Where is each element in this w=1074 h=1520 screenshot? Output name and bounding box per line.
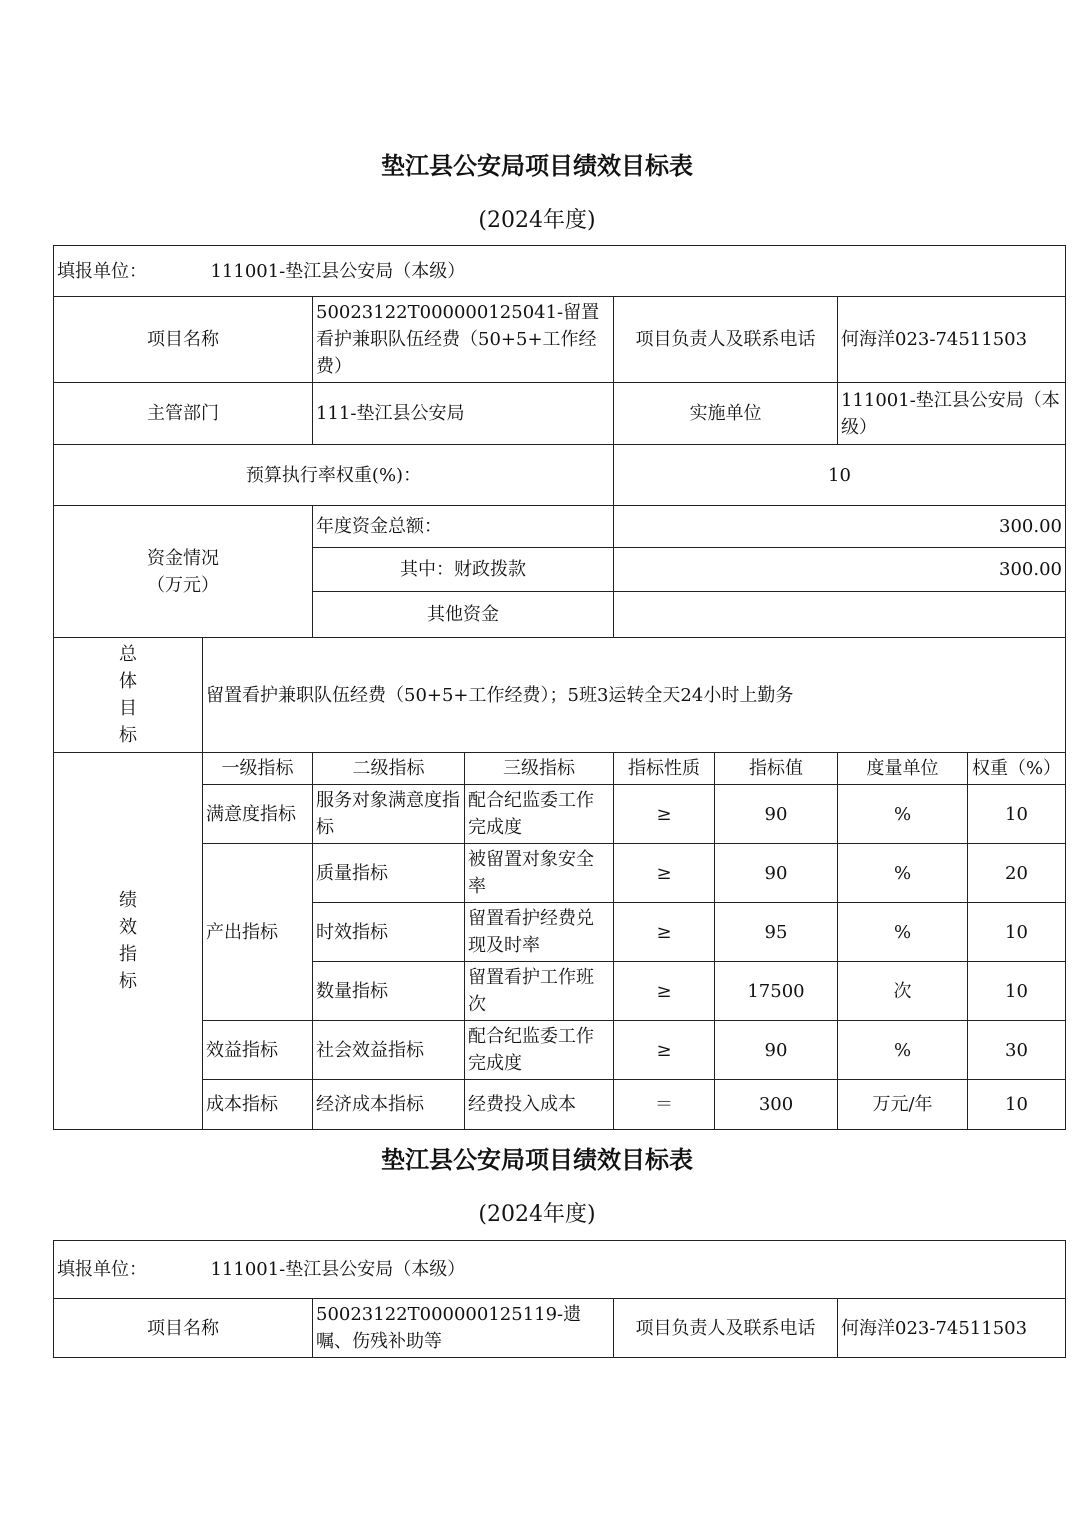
nature-cell: ≥ xyxy=(614,962,715,1021)
level2-cell: 数量指标 xyxy=(313,962,465,1021)
nature-cell: ≥ xyxy=(614,903,715,962)
level3-cell: 留置看护工作班次 xyxy=(465,962,614,1021)
nature-cell: ≥ xyxy=(614,844,715,903)
nature-cell: ≥ xyxy=(614,785,715,844)
unit-cell: % xyxy=(838,785,968,844)
level2-cell: 经济成本指标 xyxy=(313,1080,465,1130)
impl-unit-value: 111001-垫江县公安局（本级） xyxy=(838,383,1066,445)
weight-cell: 30 xyxy=(968,1021,1066,1080)
contact-label: 项目负责人及联系电话 xyxy=(614,297,838,383)
value-cell: 300 xyxy=(715,1080,838,1130)
fiscal-funds-label: 其中：财政拨款 xyxy=(313,548,614,592)
level3-cell: 被留置对象安全率 xyxy=(465,844,614,903)
table-row xyxy=(54,1080,1066,1130)
dept-value: 111-垫江县公安局 xyxy=(313,383,614,445)
level2-cell: 质量指标 xyxy=(313,844,465,903)
year-subtitle: (2024年度) xyxy=(478,208,596,233)
total-funds-label: 年度资金总额： xyxy=(313,506,614,548)
table-row xyxy=(54,1021,1066,1080)
funds-label-line2: （万元） xyxy=(147,574,219,596)
other-funds-value xyxy=(614,592,1066,638)
overall-goal-label: 总 体 目 标 xyxy=(54,638,203,753)
value-cell: 95 xyxy=(715,903,838,962)
reporting-unit-label: 填报单位： xyxy=(57,260,147,282)
table-row xyxy=(54,785,1066,844)
reporting-unit-label: 填报单位： xyxy=(57,1259,147,1280)
header-unit: 度量单位 xyxy=(838,753,968,785)
level3-cell: 留置看护经费兑现及时率 xyxy=(465,903,614,962)
overall-goal-value: 留置看护兼职队伍经费（50+5+工作经费）；5班3运转全天24小时上勤务 xyxy=(203,638,1066,753)
header-level1: 一级指标 xyxy=(203,753,313,785)
reporting-unit-row xyxy=(54,246,1066,297)
unit-cell: 万元/年 xyxy=(838,1080,968,1130)
level3-cell: 经费投入成本 xyxy=(465,1080,614,1130)
unit-cell: % xyxy=(838,903,968,962)
value-cell: 90 xyxy=(715,785,838,844)
reporting-unit-value: 111001-垫江县公安局（本级） xyxy=(210,260,466,282)
value-cell: 90 xyxy=(715,844,838,903)
level2-cell: 时效指标 xyxy=(313,903,465,962)
weight-cell: 20 xyxy=(968,844,1066,903)
project-name-value: 50023122T000000125041-留置看护兼职队伍经费（50+5+工作经费） xyxy=(313,297,614,383)
weight-cell: 10 xyxy=(968,962,1066,1021)
unit-cell: % xyxy=(838,844,968,903)
contact-label: 项目负责人及联系电话 xyxy=(614,1299,838,1358)
contact-value: 何海洋023-74511503 xyxy=(838,297,1066,383)
weight-cell: 10 xyxy=(968,785,1066,844)
unit-cell: % xyxy=(838,1021,968,1080)
unit-cell: 次 xyxy=(838,962,968,1021)
funds-label-line1: 资金情况 xyxy=(147,547,219,569)
header-level3: 三级指标 xyxy=(465,753,614,785)
page-title-2: 垫江县公安局项目绩效目标表 xyxy=(381,1146,693,1174)
performance-table xyxy=(53,245,1066,1130)
level3-cell: 配合纪监委工作完成度 xyxy=(465,785,614,844)
level1-cell: 产出指标 xyxy=(203,844,313,1021)
nature-cell: ＝ xyxy=(614,1080,715,1130)
header-value: 指标值 xyxy=(715,753,838,785)
performance-indicator-label: 绩 效 指 标 xyxy=(54,753,203,1130)
dept-label: 主管部门 xyxy=(54,383,313,445)
level1-cell: 效益指标 xyxy=(203,1021,313,1080)
other-funds-label: 其他资金 xyxy=(313,592,614,638)
fiscal-funds-value: 300.00 xyxy=(614,548,1066,592)
header-level2: 二级指标 xyxy=(313,753,465,785)
project-name-label: 项目名称 xyxy=(54,1299,313,1358)
performance-table-2 xyxy=(53,1240,1066,1358)
funds-label xyxy=(54,506,313,638)
level1-cell: 成本指标 xyxy=(203,1080,313,1130)
reporting-unit-value: 111001-垫江县公安局（本级） xyxy=(210,1259,466,1280)
header-weight: 权重（%） xyxy=(968,753,1066,785)
weight-cell: 10 xyxy=(968,1080,1066,1130)
value-cell: 90 xyxy=(715,1021,838,1080)
budget-weight-label: 预算执行率权重(%)： xyxy=(54,445,614,506)
level2-cell: 社会效益指标 xyxy=(313,1021,465,1080)
year-subtitle-2: (2024年度) xyxy=(478,1202,596,1227)
impl-unit-label: 实施单位 xyxy=(614,383,838,445)
level1-cell: 满意度指标 xyxy=(203,785,313,844)
level3-cell: 配合纪监委工作完成度 xyxy=(465,1021,614,1080)
project-name-label: 项目名称 xyxy=(54,297,313,383)
header-nature: 指标性质 xyxy=(614,753,715,785)
reporting-unit-row xyxy=(54,1241,1066,1299)
budget-weight-value: 10 xyxy=(614,445,1066,506)
weight-cell: 10 xyxy=(968,903,1066,962)
nature-cell: ≥ xyxy=(614,1021,715,1080)
table-row xyxy=(54,844,1066,903)
page-title: 垫江县公安局项目绩效目标表 xyxy=(381,152,693,180)
level2-cell: 服务对象满意度指标 xyxy=(313,785,465,844)
value-cell: 17500 xyxy=(715,962,838,1021)
contact-value: 何海洋023-74511503 xyxy=(838,1299,1066,1358)
total-funds-value: 300.00 xyxy=(614,506,1066,548)
project-name-value: 50023122T000000125119-遗嘱、伤残补助等 xyxy=(313,1299,614,1358)
